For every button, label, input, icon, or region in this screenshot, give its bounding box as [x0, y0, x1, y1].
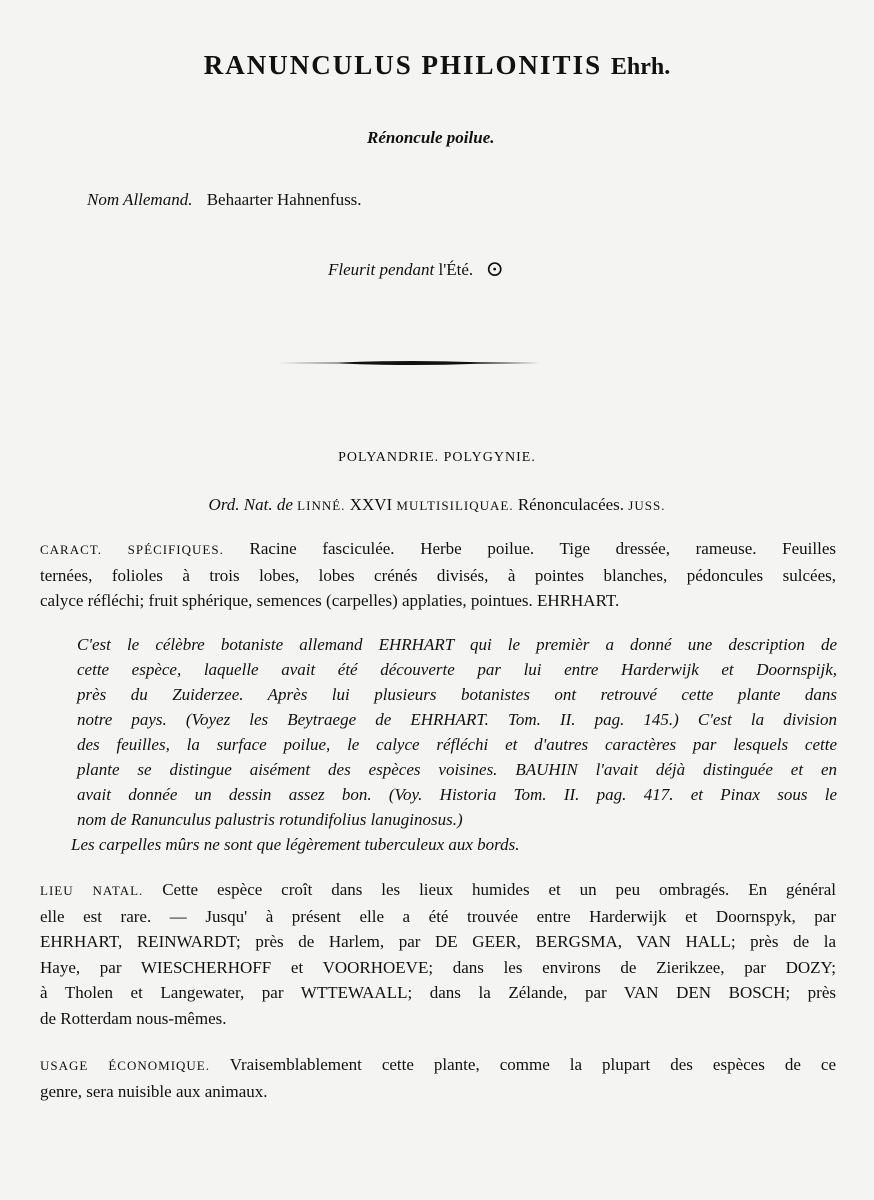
german-name-line [87, 190, 362, 210]
ornamental-rule [278, 358, 540, 368]
order-linne: LINNÉ. [297, 498, 346, 513]
annual-symbol-icon: ⊙ [485, 256, 504, 281]
page-title [0, 50, 874, 81]
flowering-value: l'Été. [438, 260, 474, 279]
text-line: ternées, folioles à trois lobes, lobes crénés divisés, à pointes blanches, pédoncules sulcées, [40, 565, 836, 585]
section-heading: LIEU NATAL. [40, 883, 144, 898]
text-line: notre pays. (Voyez les Beytraege de EHRHART. Tom. II. pag. 145.) C'est la division [77, 710, 837, 729]
order-class-number: XXVI [349, 495, 393, 514]
habitat-paragraph [40, 877, 836, 1031]
species-author: Ehrh. [610, 54, 671, 80]
text-line [40, 877, 836, 904]
text-line: plante se distingue aisément des espèces voisines. BAUHIN l'avait déjà distinguée et en [77, 760, 837, 779]
line-text: Racine fasciculée. Herbe poilue. Tige dressée, rameuse. Feuilles [249, 539, 836, 558]
order-de: de [276, 495, 293, 514]
text-line: de Rotterdam nous-mêmes. [40, 1008, 227, 1028]
text-line: des feuilles, la surface poilue, le calyce réfléchi et d'autres caractères par lesquels cette [77, 735, 837, 754]
text-line [40, 1052, 836, 1079]
specific-characters [40, 536, 836, 614]
linnaean-class: POLYANDRIE. POLYGYNIE. [338, 450, 536, 465]
natural-order-line [0, 495, 874, 515]
section-heading: CARACT. SPÉCIFIQUES. [40, 542, 224, 557]
line-text: Vraisemblablement cette plante, comme la plupart des espèces de ce [229, 1055, 836, 1074]
section-heading: USAGE ÉCONOMIQUE. [40, 1058, 210, 1073]
line-text: Cette espèce croît dans les lieux humides et un peu ombragés. En général [162, 880, 837, 899]
text-line: C'est le célèbre botaniste allemand EHRHART qui le premièr a donné une description de [77, 635, 837, 654]
text-line: nom de Ranunculus palustris rotundifolius lanuginosus.) [77, 810, 463, 829]
german-name-label: Nom Allemand. [87, 190, 193, 209]
species-name: RANUNCULUS PHILONITIS [203, 50, 603, 80]
order-label: Ord. Nat. [208, 495, 273, 514]
remarks-paragraph [71, 632, 837, 857]
text-line: à Tholen et Langewater, par WTTEWAALL; dans la Zélande, par VAN DEN BOSCH; près [40, 983, 836, 1002]
text-line: calyce réfléchi; fruit sphérique, semences (carpelles) applaties, pointues. EHRHART. [40, 591, 620, 610]
german-name-value: Behaarter Hahnenfuss. [206, 190, 362, 209]
text-line: elle est rare. — Jusqu' à présent elle a été trouvée entre Harderwijk et Doornspyk, par [40, 906, 836, 926]
order-multisiliquae: MULTISILIQUAE. [396, 498, 514, 513]
text-line [40, 536, 836, 563]
french-name: Rénoncule poilue. [367, 128, 495, 147]
text-line: genre, sera nuisible aux animaux. [40, 1081, 268, 1101]
usage-paragraph [40, 1052, 836, 1104]
text-line: Les carpelles mûrs ne sont que légèrement tuberculeux aux bords. [71, 835, 520, 854]
flowering-label: Fleurit pendant [328, 260, 435, 279]
text-line: près du Zuiderzee. Après lui plusieurs botanistes ont retrouvé cette plante dans [77, 685, 837, 704]
text-line: avait donnée un dessin assez bon. (Voy. Historia Tom. II. pag. 417. et Pinax sous le [77, 785, 837, 804]
order-family: Rénonculacées. [517, 495, 625, 514]
text-line: Haye, par WIESCHERHOFF et VOORHOEVE; dans les environs de Zierikzee, par DOZY; [40, 957, 836, 977]
text-line: cette espèce, laquelle avait été découverte par lui entre Harderwijk et Doornspijk, [77, 660, 837, 679]
text-line: EHRHART, REINWARDT; près de Harlem, par DE GEER, BERGSMA, VAN HALL; près de la [40, 932, 836, 951]
order-jussieu: JUSS. [628, 498, 666, 513]
flowering-line [328, 256, 504, 282]
